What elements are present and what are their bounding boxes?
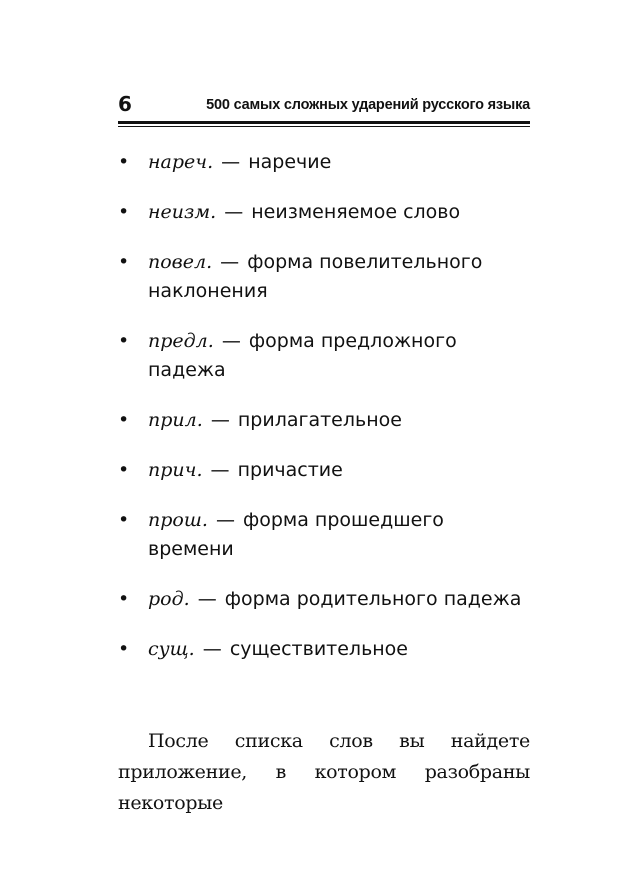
meaning: форма родительного падежа: [224, 588, 522, 610]
abbreviation: сущ.: [148, 638, 195, 660]
abbreviation: неизм.: [148, 201, 217, 223]
meaning: прилагательное: [237, 409, 402, 431]
meaning: неизменяемое слово: [251, 201, 461, 223]
list-item: [118, 585, 530, 614]
bullet-icon: •: [118, 588, 130, 610]
body-paragraph: После списка слов вы найдете приложение, в котором разобраны некоторые: [118, 730, 530, 814]
header-rule-thin: [118, 126, 530, 127]
dash: —: [210, 459, 230, 481]
abbreviation: нареч.: [148, 151, 214, 173]
dash: —: [215, 509, 235, 531]
meaning: наречие: [248, 151, 332, 173]
bullet-icon: •: [118, 638, 130, 660]
meaning: причастие: [237, 459, 343, 481]
meaning: форма прошедшего времени: [148, 509, 444, 560]
list-item: [118, 327, 530, 385]
list-item: [118, 635, 530, 664]
abbreviation: прич.: [148, 459, 203, 481]
list-item: [118, 506, 530, 564]
bullet-icon: •: [118, 330, 130, 352]
list-item: [118, 456, 530, 485]
running-title: 500 самых сложных ударений русского языка: [206, 97, 530, 113]
dash: —: [224, 201, 244, 223]
abbreviation: прош.: [148, 509, 208, 531]
abbreviation: повел.: [148, 251, 213, 273]
dash: —: [202, 638, 222, 660]
page-header: [118, 92, 530, 122]
abbreviation: род.: [148, 588, 190, 610]
abbreviation: предл.: [148, 330, 214, 352]
bullet-icon: •: [118, 151, 130, 173]
bullet-icon: •: [118, 509, 130, 531]
dash: —: [220, 251, 240, 273]
abbreviation-list: [118, 148, 530, 685]
dash: —: [221, 330, 241, 352]
meaning: существительное: [229, 638, 408, 660]
meaning: форма повелительного наклонения: [148, 251, 483, 302]
bullet-icon: •: [118, 251, 130, 273]
list-item: [118, 148, 530, 177]
dash: —: [210, 409, 230, 431]
dash: —: [197, 588, 217, 610]
list-item: [118, 406, 530, 435]
meaning: форма предложного падежа: [148, 330, 457, 381]
page-number: 6: [118, 92, 132, 116]
bullet-icon: •: [118, 201, 130, 223]
abbreviation: прил.: [148, 409, 203, 431]
list-item: [118, 248, 530, 306]
bullet-icon: •: [118, 409, 130, 431]
list-item: [118, 198, 530, 227]
bullet-icon: •: [118, 459, 130, 481]
dash: —: [221, 151, 241, 173]
header-rule-thick: [118, 121, 530, 124]
